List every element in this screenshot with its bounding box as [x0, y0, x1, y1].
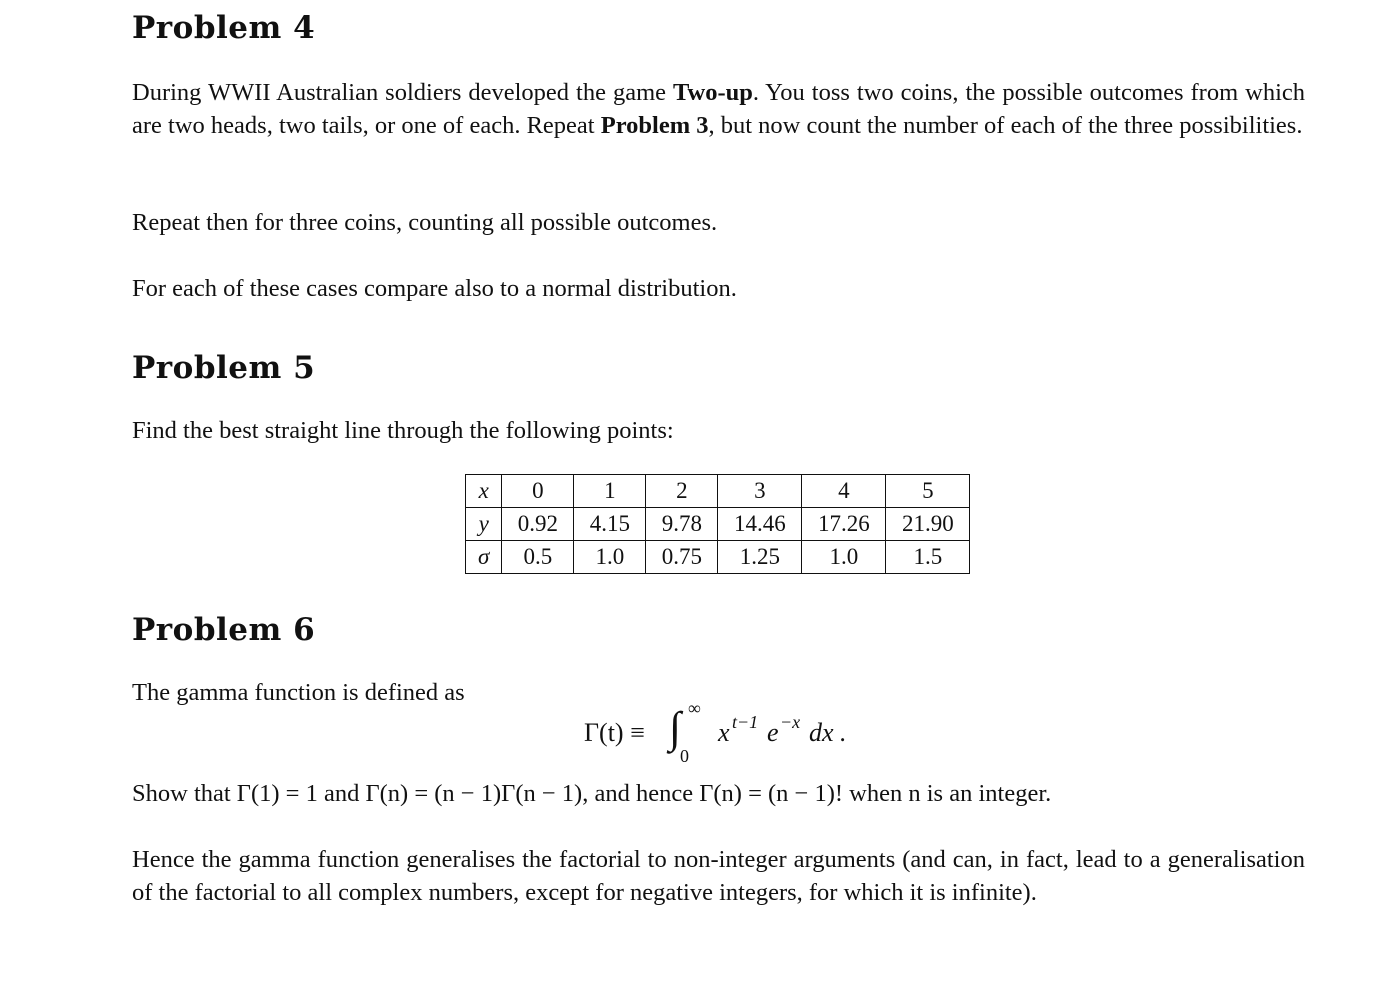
table-cell: 1.5 — [886, 541, 970, 574]
table-row-y — [466, 508, 970, 541]
table-cell: 17.26 — [802, 508, 886, 541]
two-up-term: Two-up — [672, 79, 753, 106]
problem-5-intro: Find the best straight line through the following points: — [132, 417, 674, 444]
differential-dx: dx . — [809, 718, 847, 747]
p1-text-b: . You toss two coins, the possible outcomes from which are two heads, two tails, or one of each. Repeat — [132, 79, 1305, 139]
integrand-x: x — [718, 718, 730, 747]
integrand-e: e — [767, 718, 779, 747]
problem-4-paragraph-2: Repeat then for three coins, counting all possible outcomes. — [132, 209, 718, 236]
p1-text-c: , but now count the number of each of the three possibilities. — [708, 112, 1303, 139]
gamma-lhs: Γ(t) ≡ — [584, 718, 645, 747]
problem-6-conclusion: Hence the gamma function generalises the factorial to non-integer arguments (and can, in fact, lead to a generalisation of the factorial to all complex numbers, except for negative integers, for which it is infinite). — [132, 846, 1305, 906]
row-label-y: y — [466, 508, 502, 541]
table-cell: 4 — [802, 475, 886, 508]
table-cell: 0 — [502, 475, 574, 508]
problem-4-heading: Problem 4 — [132, 10, 316, 46]
row-label-x: x — [466, 475, 502, 508]
integral-upper-limit: ∞ — [688, 698, 701, 718]
table-cell: 0.5 — [502, 541, 574, 574]
exponent-minus-x: −x — [780, 712, 801, 732]
table-cell: 3 — [718, 475, 802, 508]
table-cell: 0.75 — [646, 541, 718, 574]
exponent-t-minus-1: t−1 — [732, 712, 759, 732]
problem-6-heading: Problem 6 — [132, 612, 316, 648]
problem-5-heading: Problem 5 — [132, 350, 316, 386]
table-cell: 1.25 — [718, 541, 802, 574]
table-cell: 1 — [574, 475, 646, 508]
table-cell: 5 — [886, 475, 970, 508]
problem-4-paragraph-1 — [132, 76, 1305, 142]
table-cell: 14.46 — [718, 508, 802, 541]
problem-3-reference: Problem 3 — [600, 112, 709, 139]
table-row-x — [466, 475, 970, 508]
row-label-sigma: σ — [466, 541, 502, 574]
table-row-sigma — [466, 541, 970, 574]
table-cell: 1.0 — [574, 541, 646, 574]
table-cell: 2 — [646, 475, 718, 508]
integral-lower-limit: 0 — [680, 746, 689, 766]
problem-6-show: Show that Γ(1) = 1 and Γ(n) = (n − 1)Γ(n − 1), and hence Γ(n) = (n − 1)! when n is an integer. — [132, 780, 1052, 807]
problem-4-paragraph-3: For each of these cases compare also to a normal distribution. — [132, 275, 737, 302]
table-cell: 4.15 — [574, 508, 646, 541]
problem-6-intro: The gamma function is defined as — [132, 679, 465, 706]
table-cell: 21.90 — [886, 508, 970, 541]
table-cell: 1.0 — [802, 541, 886, 574]
integral-sign: ∫ — [669, 703, 682, 752]
table-cell: 0.92 — [502, 508, 574, 541]
data-points-table — [465, 474, 970, 574]
table-cell: 9.78 — [646, 508, 718, 541]
p1-text-a: During WWII Australian soldiers developed the game — [132, 79, 673, 106]
